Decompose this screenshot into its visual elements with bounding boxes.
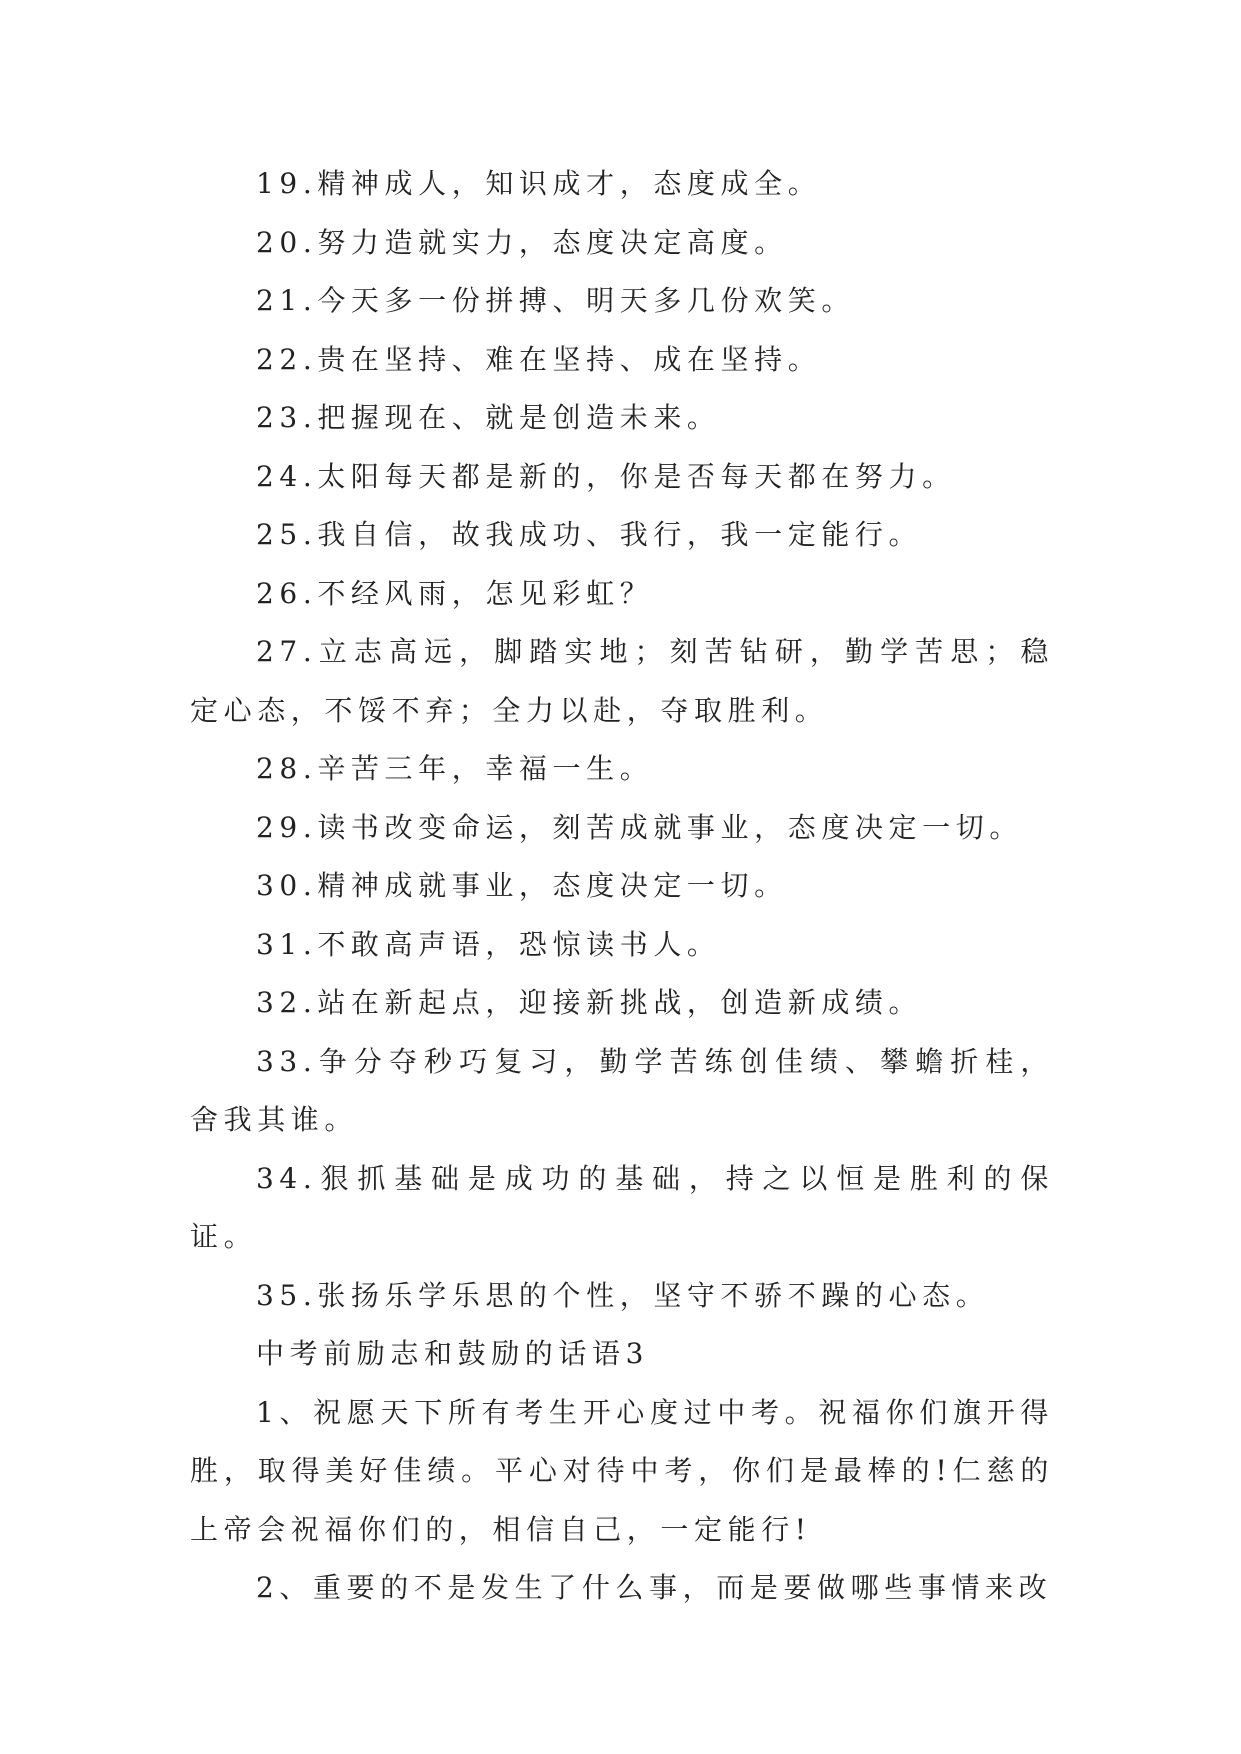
paragraph-19: 19.精神成人，知识成才，态度成全。 — [256, 167, 822, 200]
paragraph-24: 24.太阳每天都是新的，你是否每天都在努力。 — [256, 459, 956, 493]
paragraph-35: 35.张扬乐学乐思的个性，坚守不骄不躁的心态。 — [256, 1278, 990, 1312]
paragraph-23: 23.把握现在、就是创造未来。 — [256, 401, 721, 434]
paragraph-21: 21.今天多一份拼搏、明天多几份欢笑。 — [256, 284, 855, 317]
paragraph-31: 31.不敢高声语，恐惊读书人。 — [256, 927, 721, 961]
paragraph-26: 26.不经风雨，怎见彩虹？ — [256, 576, 654, 610]
section-heading: 中考前励志和鼓励的话语3 — [256, 1337, 650, 1370]
paragraph-25: 25.我自信，故我成功、我行，我一定能行。 — [256, 518, 923, 551]
paragraph-27: 27.立志高远，脚踏实地；刻苦钻研，勤学苦思；稳定心态，不馁不弃；全力以赴，夺取胜利。 — [190, 635, 1054, 727]
paragraph-33: 33.争分夺秒巧复习，勤学苦练创佳绩、攀蟾折桂，舍我其谁。 — [190, 1044, 1054, 1136]
paragraph-section3-2: 2、重要的不是发生了什么事，而是要做哪些事情来改 — [256, 1571, 1053, 1604]
paragraph-34: 34.狠抓基础是成功的基础，持之以恒是胜利的保证。 — [190, 1161, 1054, 1253]
paragraph-22: 22.贵在坚持、难在坚持、成在坚持。 — [256, 342, 822, 376]
paragraph-29: 29.读书改变命运，刻苦成就事业，态度决定一切。 — [256, 810, 1023, 844]
paragraph-32: 32.站在新起点，迎接新挑战，创造新成绩。 — [256, 986, 923, 1019]
paragraph-20: 20.努力造就实力，态度决定高度。 — [256, 225, 788, 259]
paragraph-30: 30.精神成就事业，态度决定一切。 — [256, 869, 788, 902]
paragraph-28: 28.辛苦三年，幸福一生。 — [256, 752, 654, 785]
document-body — [190, 155, 1054, 1618]
paragraph-section3-1: 1、祝愿天下所有考生开心度过中考。祝福你们旗开得胜，取得美好佳绩。平心对待中考，你们是最棒的!仁慈的上帝会祝福你们的，相信自己，一定能行! — [190, 1395, 1054, 1546]
